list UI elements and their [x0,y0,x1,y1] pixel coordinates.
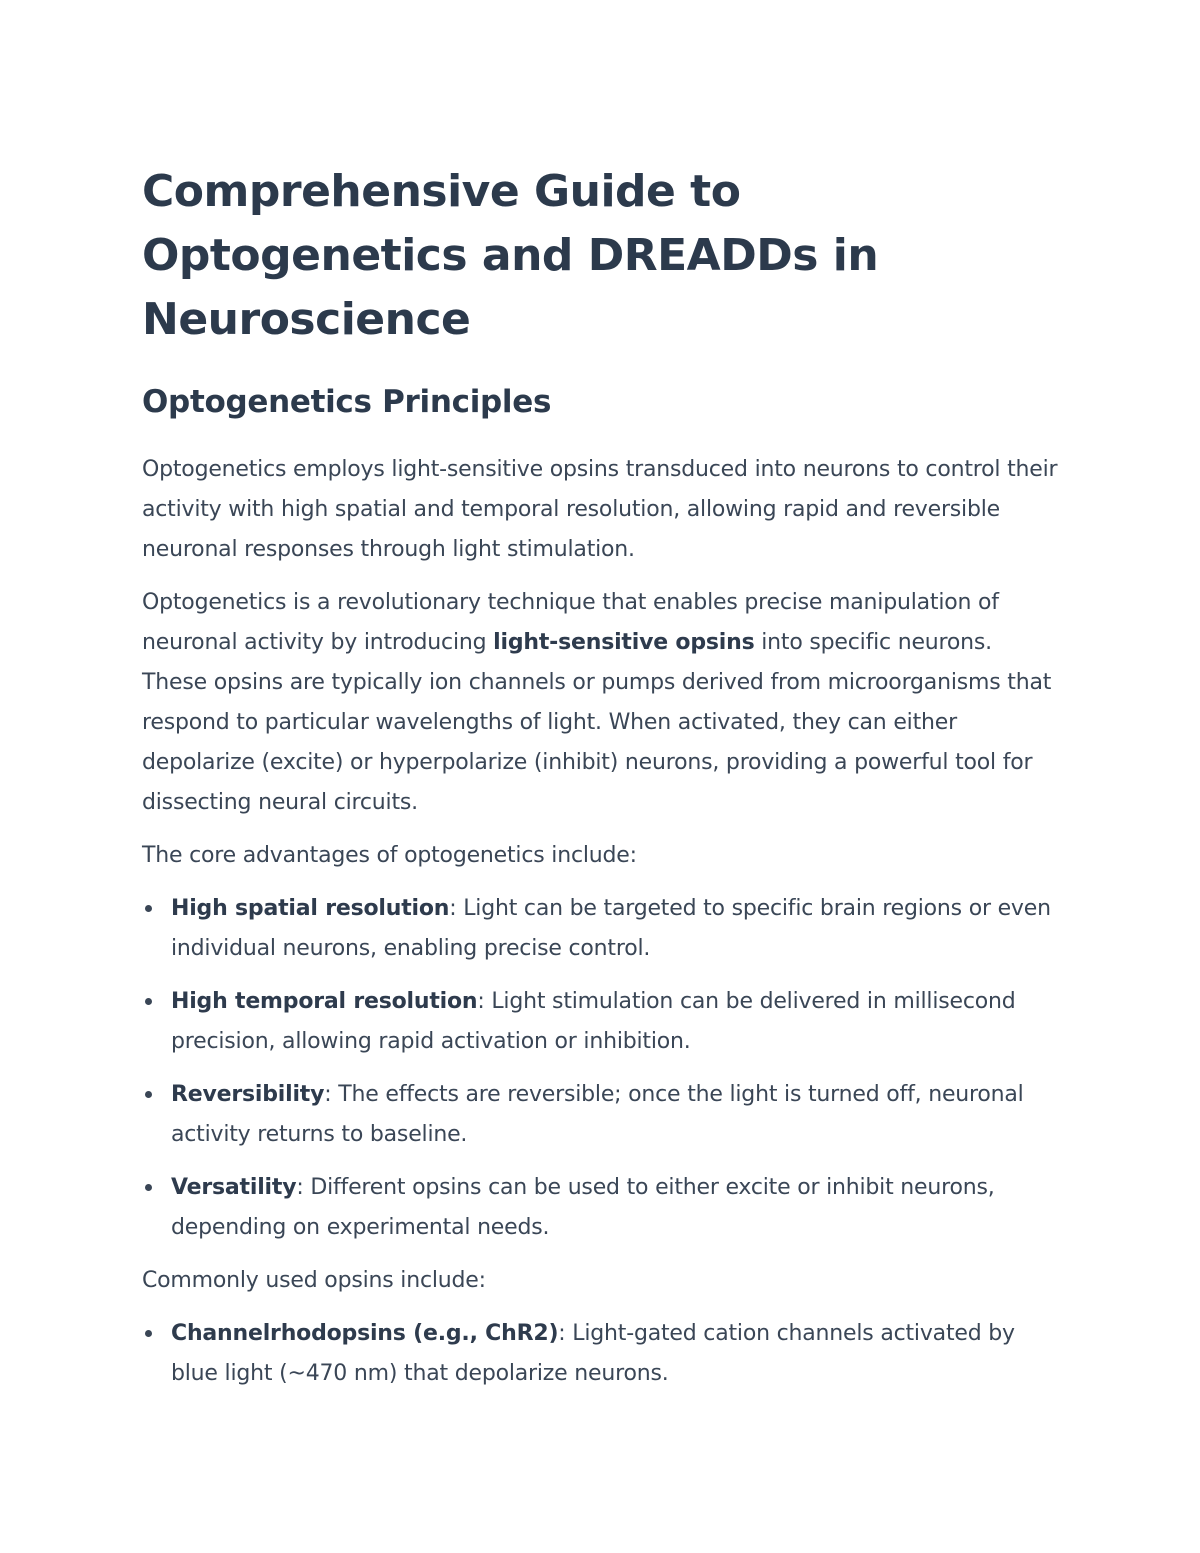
list-item [142,1075,1062,1155]
description-text-start: Optogenetics is a revolutionary technique that enables precise manipulation of neuronal activity by introducing [142,590,999,655]
list-item-text: : Light can be targeted to specific brain regions or even individual neurons, enabling precise control. [171,896,1051,961]
opsins-intro: Commonly used opsins include: [142,1268,486,1293]
list-item-term: High spatial resolution [171,896,450,921]
list-item-text: : Different opsins can be used to either excite or inhibit neurons, depending on experimental needs. [171,1175,995,1240]
document-page [142,160,1062,1394]
document-title: Comprehensive Guide to Optogenetics and DREADDs in Neuroscience [142,166,879,345]
list-item-text: : Light-gated cation channels activated by blue light (~470 nm) that depolarize neurons. [171,1321,1015,1386]
section-heading: Optogenetics Principles [142,384,552,420]
list-item-text: : The effects are reversible; once the light is turned off, neuronal activity returns to baseline. [171,1082,1024,1147]
list-item-text: : Light stimulation can be delivered in millisecond precision, allowing rapid activation or inhibition. [171,989,1016,1054]
description-paragraph [142,583,1062,823]
list-item [142,982,1062,1062]
advantages-list [142,889,1062,1248]
intro-paragraph: Optogenetics employs light-sensitive opsins transduced into neurons to control their activity with high spatial and temporal resolution, allowing rapid and reversible neuronal responses through light stimulation. [142,457,1058,562]
list-item [142,1168,1062,1248]
description-bold-term: light-sensitive opsins [493,630,755,655]
list-item [142,1314,1062,1394]
list-item-term: Channelrhodopsins (e.g., ChR2) [171,1321,559,1346]
list-item-term: Reversibility [171,1082,325,1107]
list-item-term: High temporal resolution [171,989,478,1014]
opsins-list [142,1314,1062,1394]
list-item [142,889,1062,969]
description-text-end: into specific neurons. These opsins are typically ion channels or pumps derived from microorganisms that respond to particular wavelengths of light. When activated, they can either depolarize (excite) or hyperpolarize (inhibit) neurons, providing a powerful tool for dissecting neural circuits. [142,630,1052,815]
list-item-term: Versatility [171,1175,297,1200]
advantages-intro: The core advantages of optogenetics include: [142,843,637,868]
